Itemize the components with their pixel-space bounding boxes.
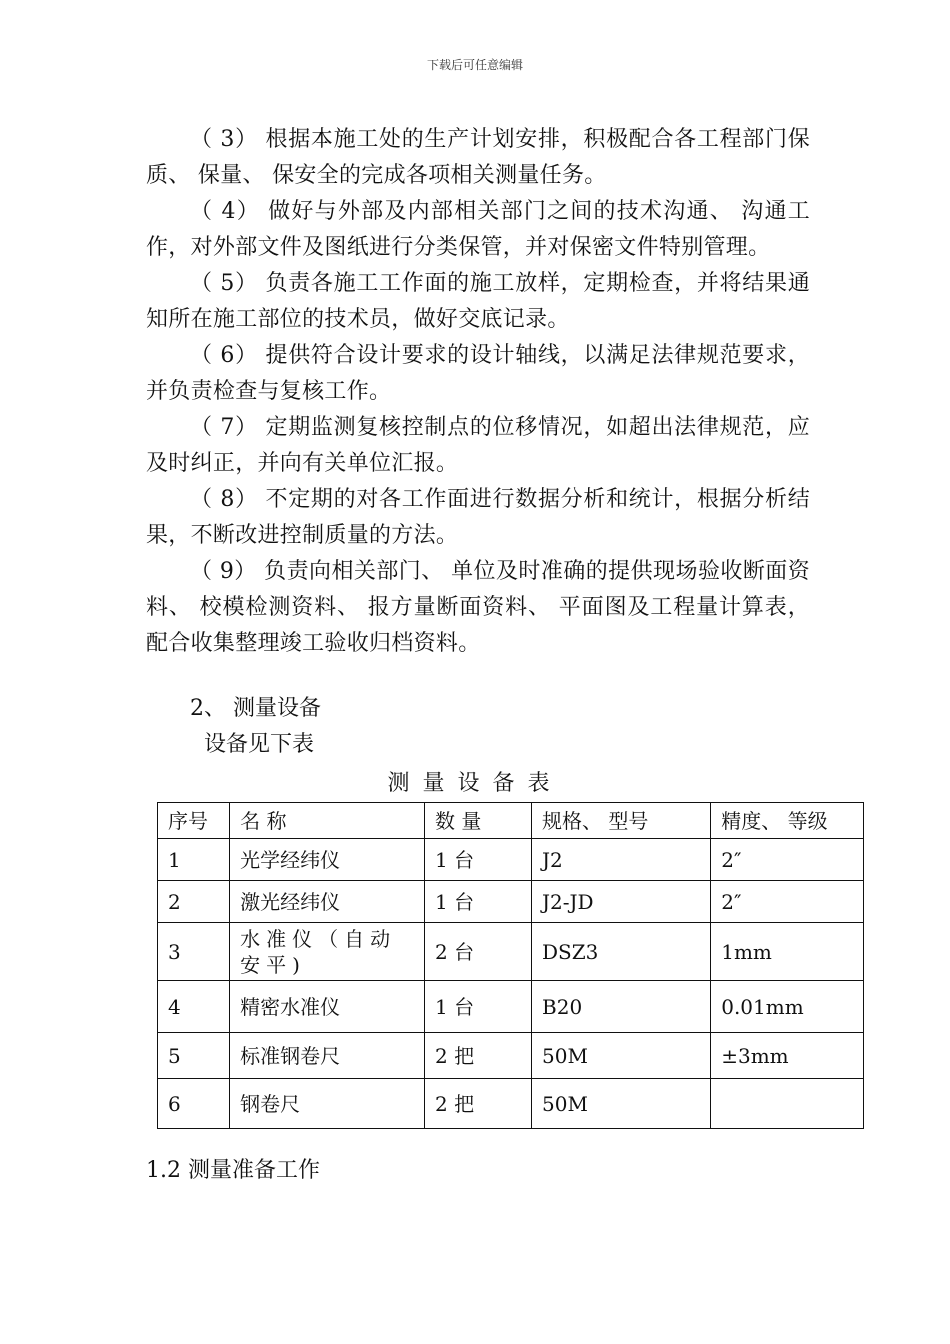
cell-model: B20 bbox=[532, 981, 711, 1033]
cell-quantity: 1 台 bbox=[424, 981, 531, 1033]
cell-index: 2 bbox=[158, 881, 230, 923]
section-subtitle: 设备见下表 bbox=[204, 732, 315, 757]
cell-index: 3 bbox=[158, 923, 230, 981]
cell-index: 4 bbox=[158, 981, 230, 1033]
paragraph-item-8: （ 8） 不定期的对各工作面进行数据分析和统计，根据分析结果，不断改进控制质量的方法。 bbox=[146, 487, 810, 548]
cell-precision: 2″ bbox=[711, 839, 864, 881]
header-cell-quantity: 数 量 bbox=[424, 803, 531, 839]
page-header-note: 下载后可任意编辑 bbox=[426, 58, 523, 72]
cell-name: 激光经纬仪 bbox=[230, 881, 425, 923]
table-row bbox=[158, 1033, 864, 1079]
cell-index: 1 bbox=[158, 839, 230, 881]
table-title: 测量设备表 bbox=[387, 771, 563, 796]
cell-model: 50M bbox=[532, 1033, 711, 1079]
section-heading-equipment: 2、 测量设备 bbox=[190, 696, 321, 721]
paragraph-item-7: （ 7） 定期监测复核控制点的位移情况，如超出法律规范，应及时纠正，并向有关单位汇报。 bbox=[146, 415, 810, 476]
header-cell-index: 序号 bbox=[158, 803, 230, 839]
cell-quantity: 2 把 bbox=[424, 1079, 531, 1129]
cell-name: 钢卷尺 bbox=[230, 1079, 425, 1129]
cell-name: 水准仪（自动安平) bbox=[230, 923, 425, 981]
cell-name: 精密水准仪 bbox=[230, 981, 425, 1033]
paragraph-item-9: （ 9） 负责向相关部门、 单位及时准确的提供现场验收断面资料、 校模检测资料、 报方量断面资料、 平面图及工程量计算表，配合收集整理竣工验收归档资料。 bbox=[146, 559, 810, 656]
cell-precision bbox=[711, 1079, 864, 1129]
paragraph-item-4: （ 4） 做好与外部及内部相关部门之间的技术沟通、 沟通工作，对外部文件及图纸进行分类保管，并对保密文件特别管理。 bbox=[146, 199, 810, 260]
cell-precision: 1mm bbox=[711, 923, 864, 981]
cell-quantity: 1 台 bbox=[424, 839, 531, 881]
paragraph-item-5: （ 5） 负责各施工工作面的施工放样，定期检查，并将结果通知所在施工部位的技术员，做好交底记录。 bbox=[146, 271, 810, 332]
cell-precision: 0.01mm bbox=[711, 981, 864, 1033]
paragraph-item-6: （ 6） 提供符合设计要求的设计轴线，以满足法律规范要求，并负责检查与复核工作。 bbox=[146, 343, 810, 404]
header-cell-name: 名 称 bbox=[230, 803, 425, 839]
equipment-table bbox=[157, 802, 864, 1129]
cell-index: 5 bbox=[158, 1033, 230, 1079]
header-cell-precision: 精度、 等级 bbox=[711, 803, 864, 839]
cell-quantity: 1 台 bbox=[424, 881, 531, 923]
table-header-row bbox=[158, 803, 864, 839]
table-row bbox=[158, 839, 864, 881]
paragraph-item-3: （ 3） 根据本施工处的生产计划安排，积极配合各工程部门保质、 保量、 保安全的完成各项相关测量任务。 bbox=[146, 127, 810, 188]
cell-model: J2 bbox=[532, 839, 711, 881]
cell-model: DSZ3 bbox=[532, 923, 711, 981]
cell-precision: ±3mm bbox=[711, 1033, 864, 1079]
header-cell-model: 规格、 型号 bbox=[532, 803, 711, 839]
cell-quantity: 2 把 bbox=[424, 1033, 531, 1079]
table-row bbox=[158, 881, 864, 923]
cell-precision: 2″ bbox=[711, 881, 864, 923]
cell-model: 50M bbox=[532, 1079, 711, 1129]
section-heading-preparation: 1.2 测量准备工作 bbox=[146, 1158, 320, 1183]
cell-model: J2-JD bbox=[532, 881, 711, 923]
table-row bbox=[158, 981, 864, 1033]
cell-name: 标准钢卷尺 bbox=[230, 1033, 425, 1079]
cell-quantity: 2 台 bbox=[424, 923, 531, 981]
table-row bbox=[158, 1079, 864, 1129]
table-row bbox=[158, 923, 864, 981]
cell-name: 光学经纬仪 bbox=[230, 839, 425, 881]
cell-index: 6 bbox=[158, 1079, 230, 1129]
